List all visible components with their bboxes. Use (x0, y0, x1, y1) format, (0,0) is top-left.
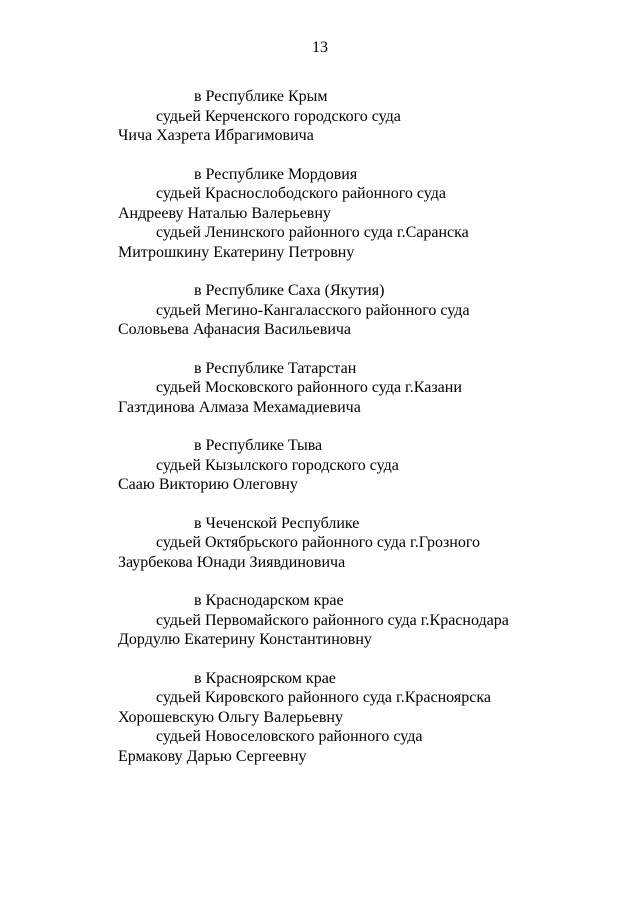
region-heading: в Республике Татарстан (194, 359, 357, 377)
judge-name: Хорошевскую Ольгу Валерьевну (118, 708, 343, 726)
judge-name: Ермакову Дарью Сергеевну (118, 747, 307, 765)
court-position: судьей Кызылского городского суда (156, 456, 399, 474)
judge-name: Заурбекова Юнади Зиявдиновича (118, 553, 346, 571)
judge-name: Чича Хазрета Ибрагимовича (118, 127, 314, 144)
page-number: 13 (312, 39, 328, 56)
judge-name: Сааю Викторию Олеговну (118, 476, 298, 493)
region-section (118, 165, 618, 263)
court-position: судьей Новоселовского районного суда (156, 728, 423, 745)
region-heading: в Республике Крым (194, 88, 328, 105)
region-heading: в Республике Мордовия (194, 165, 358, 183)
judge-name: Митрошкину Екатерину Петровну (118, 243, 355, 261)
court-position: судьей Ленинского районного суда г.Саранска (156, 224, 469, 241)
region-section (118, 436, 618, 495)
judge-name: Соловьева Афанасия Васильевича (118, 321, 352, 338)
judge-name: Газтдинова Алмаза Мехамадиевича (118, 398, 361, 416)
region-heading: в Республике Саха (Якутия) (194, 282, 385, 299)
region-heading: в Чеченской Республике (194, 514, 360, 532)
region-section (118, 359, 618, 418)
region-heading: в Красноярском крае (194, 669, 336, 687)
region-section (118, 591, 618, 650)
region-heading: в Краснодарском крае (194, 592, 344, 609)
region-section (118, 281, 618, 340)
region-section (118, 514, 618, 573)
judge-name: Дордулю Екатерину Константиновну (118, 631, 372, 648)
judge-name: Андрееву Наталью Валерьевну (118, 204, 331, 222)
region-section (118, 87, 618, 146)
court-position: судьей Московского районного суда г.Казани (156, 379, 462, 396)
region-heading: в Республике Тыва (194, 437, 323, 454)
court-position: судьей Мегино-Кангаласского районного суда (156, 301, 470, 319)
court-position: судьей Краснослободского районного суда (156, 185, 447, 202)
appointment-list (118, 87, 618, 785)
court-position: судьей Первомайского районного суда г.Краснодара (156, 611, 509, 629)
region-section (118, 669, 618, 767)
court-position: судьей Кировского районного суда г.Красноярска (156, 689, 491, 706)
court-position: судьей Керченского городского суда (156, 107, 401, 125)
court-position: судьей Октябрьского районного суда г.Грозного (156, 534, 481, 551)
